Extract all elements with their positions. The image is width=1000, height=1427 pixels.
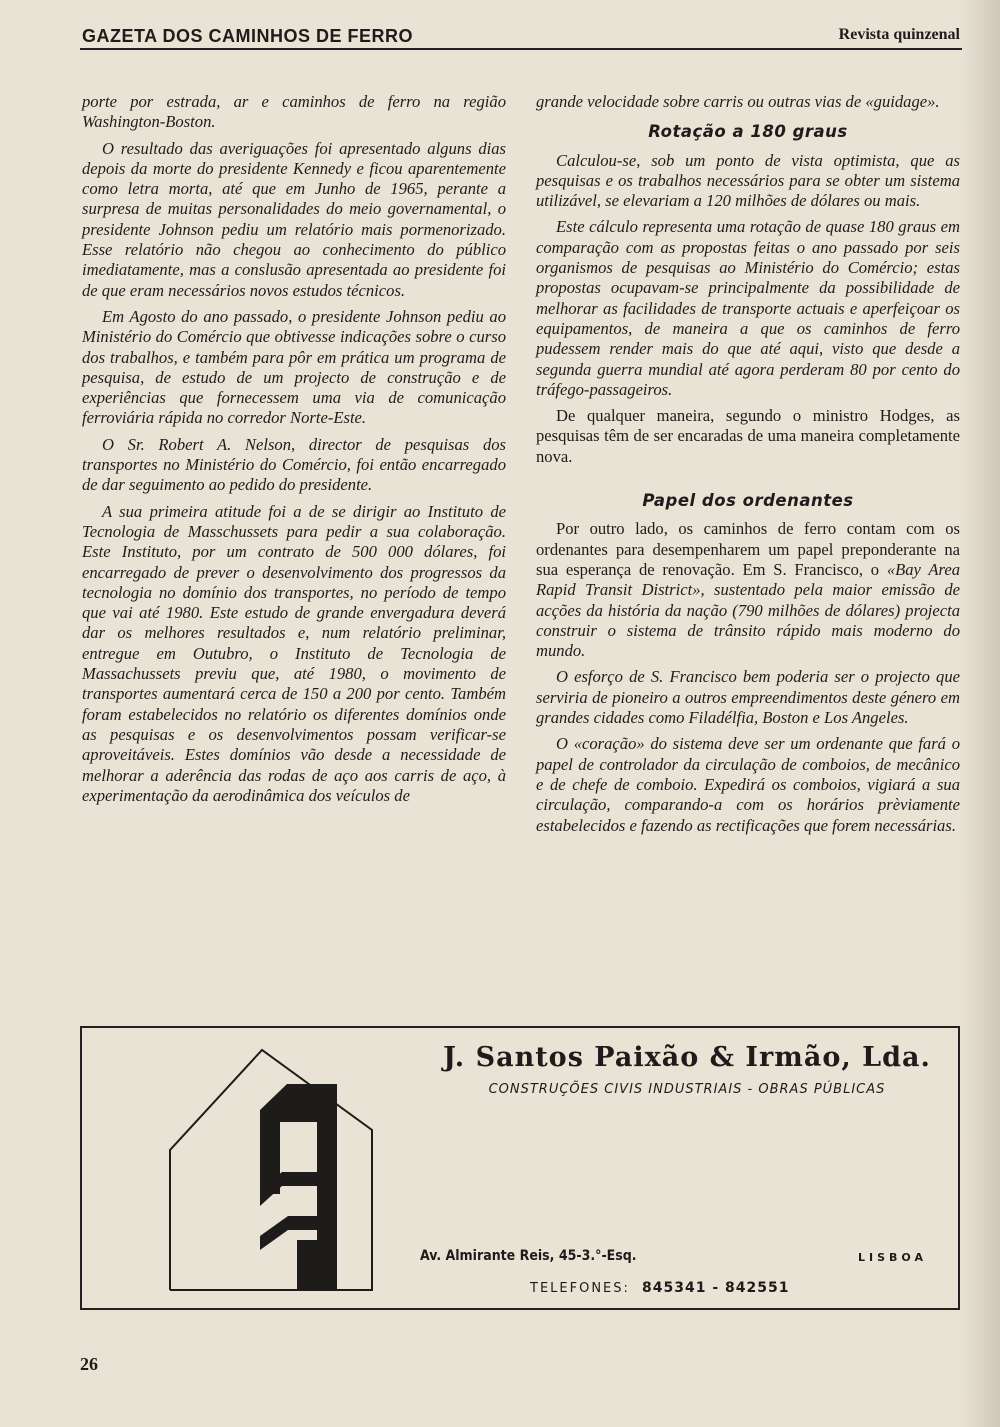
paragraph-text-italic: «Bay Area Rapid Transit District», sustentado pela maior emissão de acções da história da nação (790 milhões de dólares) projecta construir o sistema de trânsito rápido mais moderno do mundo.	[536, 559, 960, 661]
phone-numbers: 845341 - 842551	[642, 1280, 790, 1296]
paragraph: Este cálculo representa uma rotação de quase 180 graus em comparação com as propostas feitas o ano passado por seis organismos de pesquisas ao Ministério do Comércio; estas propostas ocupavam-se principalmente da possibilidade de melhorar as facilidades de transporte actuais e aperfeiçoar os equipamentos, de maneira a que os caminhos de ferro pudessem render mais do que até aqui, visto que desde a segunda guerra mundial até agora perderam 80 por cento do tráfego-passageiros.	[536, 217, 960, 399]
advertisement-box	[80, 1026, 960, 1310]
paragraph: A sua primeira atitude foi a de se dirigir ao Instituto de Tecnologia de Masschussets para pedir a sua colaboração. Este Instituto, por um contrato de 500 000 dólares, foi encarregado de prever o desenvolvimento dos progressos da tecnologia no domínio dos transportes, no período de tempo que vai até 1980. Este estudo de grande envergadura deverá dar os melhores resultados e, num relatório preliminar, entregue em Outubro, o Instituto de Tecnologia de Massachussets previu que, até 1980, o movimento de transportes aumentará cerca de 150 a 200 por cento. Também foram estabelecidos no relatório os diferentes domínios onde as pesquisas e os desenvolvimentos possam verificar-se aproveitáveis. Estes domínios vão desde a necessidade de melhorar a aderência das rodas de aço aos carris de aço, à experimentação da aerodinâmica dos veículos de	[82, 501, 506, 805]
paragraph: Em Agosto do ano passado, o presidente Johnson pediu ao Ministério do Comércio que obtivesse indicações sobre o curso dos trabalhos, e também para pôr em prática um programa de pesquisa, de estudo de um projecto de construção e de experiências que fornecessem uma via de comunicação ferroviária rápida no corredor Norte-Este.	[82, 306, 506, 428]
house-logo-icon	[162, 1040, 392, 1302]
journal-title: GAZETA DOS CAMINHOS DE FERRO	[82, 26, 414, 46]
company-phones	[530, 1280, 790, 1296]
paragraph: O «coração» do sistema deve ser um ordenante que fará o papel de controlador da circulação de comboios, de mecânico e de chefe de comboio. Expedirá os comboios, vigiará a sua circulação, comparando-a com os horários prèviamente estabelecidos e fazendo as rectificações que forem necessárias.	[536, 734, 960, 835]
page-edge-shadow	[960, 0, 1000, 1427]
journal-subtitle: Revista quinzenal	[838, 26, 960, 43]
paragraph: O Sr. Robert A. Nelson, director de pesquisas dos transportes no Ministério do Comércio, foi então encarregado de dar seguimento ao pedido do presidente.	[82, 434, 506, 495]
company-name: J. Santos Paixão & Irmão, Lda.	[443, 1042, 931, 1073]
paragraph: grande velocidade sobre carris ou outras vias de «guidage».	[536, 92, 940, 111]
left-column	[82, 92, 506, 812]
paragraph	[536, 519, 960, 661]
company-city: LISBOA	[858, 1251, 927, 1264]
paragraph: O esforço de S. Francisco bem poderia ser o projecto que serviria de pioneiro a outros empreendimentos deste género em grandes cidades como Filadélfia, Boston e Los Angeles.	[536, 667, 960, 728]
company-tagline: CONSTRUÇÕES CIVIS INDUSTRIAIS - OBRAS PÚBLICAS	[488, 1082, 886, 1097]
section-heading: Rotação a 180 graus	[648, 122, 848, 142]
paragraph: O resultado das averiguações foi apresentado alguns dias depois da morte do presidente Kennedy e ficou aparentemente como letra morta, até que em Junho de 1965, perante a surpresa de muitas personalidades do meio governamental, o presidente Johnson pediu um relatório mais pormenorizado. Esse relatório não chegou ao conhecimento do público imediatamente, mas a conslusão apresentada ao presidente foi de que eram necessários novos estudos técnicos.	[82, 138, 506, 300]
running-header	[80, 24, 962, 50]
paragraph: porte por estrada, ar e caminhos de ferro na região Washington-Boston.	[82, 92, 506, 132]
page-number: 26	[80, 1354, 98, 1374]
section-heading: Papel dos ordenantes	[642, 491, 854, 511]
right-column	[536, 92, 960, 842]
phone-label: TELEFONES:	[530, 1281, 630, 1296]
paragraph-text: Por outro lado, os caminhos de ferro contam com os ordenantes para desempenharem um papel preponderante na sua esperança de renovação. Em S. Francisco, o	[536, 519, 960, 579]
company-address: Av. Almirante Reis, 45-3.°-Esq.	[420, 1248, 637, 1264]
paragraph: Calculou-se, sob um ponto de vista optimista, que as pesquisas e os trabalhos necessários para se obter um sistema utilizável, se elevariam a 120 milhões de dólares ou mais.	[536, 150, 960, 211]
paragraph: De qualquer maneira, segundo o ministro Hodges, as pesquisas têm de ser encaradas de uma maneira completamente nova.	[536, 406, 960, 466]
